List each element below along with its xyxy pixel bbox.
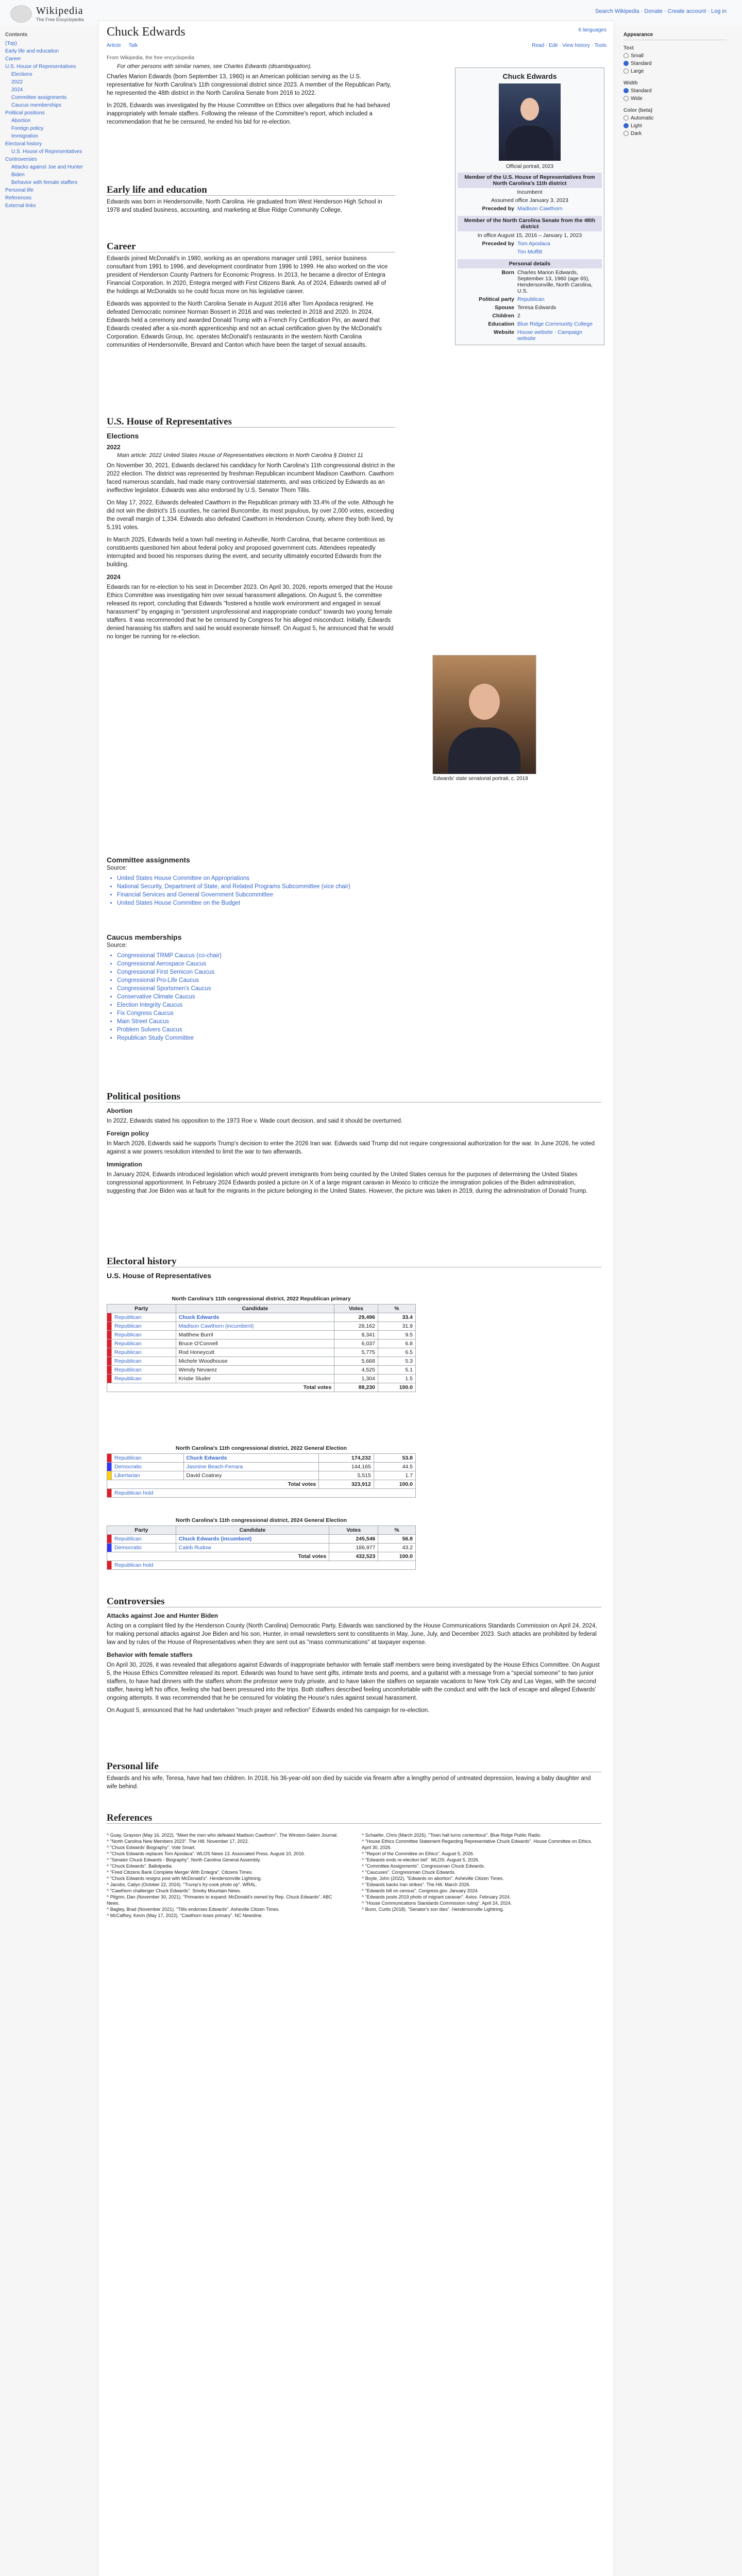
senate-portrait[interactable] [432,655,536,774]
radio-icon [623,131,629,136]
heading-electoral: Electoral history [107,1258,601,1267]
radio-selected-icon [623,61,629,66]
width-label: Width [623,80,638,86]
appearance-title: Appearance [623,31,727,40]
infobox-row: Education Blue Ridge Community College [488,321,593,327]
preceded-2-link[interactable]: Tom Apodaca [517,241,550,247]
color-dark-option[interactable]: Dark [623,130,727,138]
committee-item[interactable]: • Financial Services and General Government Subcommittee [117,891,395,899]
text-size-small-option[interactable]: Small [623,52,727,60]
radio-icon [623,53,629,58]
table-hold-row: Republican hold [107,1489,416,1498]
infobox-title: Chuck Edwards [502,72,557,80]
table-header-row: Party Candidate Votes % [107,1526,416,1535]
heading-2024: 2024 [107,573,121,581]
section-career [107,243,395,353]
heading-early-life: Early life and education [107,186,395,196]
table-row: Republican Wendy Nevarez 4,525 5.1 [107,1366,416,1375]
toc-item[interactable]: Electoral history [5,141,42,147]
section-personal [107,1762,601,1795]
behavior-text: On April 30, 2026, it was revealed that allegations against Edwards of inappropriate behavior with female staff members were being investigated by the House Ethics Committee. On August 5, the House Ethics Committee released its report. Edwards was found to have sent gifts, intimate texts and poems, and a guitarist with a message from a "special someone" to two junior staffers, to have had dinners with the staffers whom the professor were truly private, and to have taken the staffers on separate vacations to New York City and Las Vegas, with the second staffer, having left his office, feeling she had been pressured into the trips. Both staffers described feeling uncomfortable with the conduct and with the lack of escape and alleged Edwards' ongoing attempts. It was recommended that he be censured for violating the House's rules against sexual harassment. [107,1662,600,1701]
radio-icon [623,96,629,101]
section-positions [107,1093,601,1199]
general-2024-table [107,1515,416,1570]
heading-career: Career [107,243,395,252]
caucus-item[interactable]: • Congressional Aerospace Caucus [117,960,395,968]
caucus-item[interactable]: • Congressional First Semicon Caucus [117,968,395,976]
page-title: Chuck Edwards [107,25,185,39]
reference-list [107,1832,601,1919]
elections-paragraph: Edwards ran for re-election to his seat in December 2023. On April 30, 2026, reports emerged that the House Ethics Committee was investigating him over sexual harassment allegations. On August 5, the committee released its report, concluding that Edwards "fostered a hostile work environment and engaged in sexual harassment" by engaging in "persistent unprofessional and inappropriate conduct" towards two young female staffers. It was recommended that he be censured by Congress for his alleged misconduct. Initially, Edwards denied harassing his staffers and said he would exonerate himself. On August 5, he announced that he would no longer be running for re-election. [107,584,394,640]
caucus-item[interactable]: • Main Street Caucus [117,1018,395,1026]
caucus-item[interactable]: • Fix Congress Caucus [117,1009,395,1018]
caucus-item[interactable]: • Congressional TRMP Caucus (co-chair) [117,952,395,960]
committees-source: Source: [107,865,127,871]
caucus-item[interactable]: • Conservative Climate Caucus [117,993,395,1001]
assumed-office: Assumed office January 3, 2023 [491,197,568,204]
portrait-face [520,98,539,121]
reference-item[interactable]: ^ "House Ethics Committee Statement Regarding Representative Chuck Edwards". House Committee on Ethics. April 30, 2026. [362,1839,593,1850]
toc-item[interactable]: U.S. House of Representatives [11,149,82,155]
heading-elections: Elections [107,432,139,440]
reference-item[interactable]: ^ Bunn, Curtis (2018). "Senator's son dies". Hendersonville Lightning. [362,1907,504,1912]
languages-button[interactable]: 6 languages [578,27,606,33]
from-wikipedia: From Wikipedia, the free encyclopedia [107,55,195,61]
reference-item[interactable]: ^ "Chuck Edwards replaces Tom Apodaca". WLOS News 13. Associated Press. August 10, 2016. [107,1851,306,1856]
toc-item[interactable]: Attacks against Joe and Hunter Biden [11,164,83,178]
heading-immigration: Immigration [107,1161,142,1168]
toc-item[interactable]: Committee assignments [11,95,67,100]
tools-menu[interactable]: Tools [594,43,606,48]
early-life-text: Edwards was born in Hendersonville, North Carolina. He graduated from West Henderson High School in 1978 and studied business, accounting, and marketing at Blue Ridge Community College. [107,199,382,213]
infobox-row: Website House website · Campaign website [493,329,583,342]
reference-item[interactable]: ^ "Edwards bill on census". Congress.gov. January 2024. [362,1888,479,1893]
toc-item[interactable]: Behavior with female staffers [11,180,78,185]
table-row: Republican Madison Cawthorn (incumbent) 28,162 31.9 [107,1322,416,1331]
committee-item[interactable]: • United States House Committee on Appropriations [117,874,395,883]
radio-selected-icon [623,88,629,93]
toc-item[interactable]: Foreign policy [11,126,44,131]
tab-read[interactable]: Read [532,43,545,48]
radio-icon [623,69,629,74]
section-house [107,418,395,645]
article-content [98,21,614,2576]
heading-attacks: Attacks against Joe and Hunter Biden [107,1612,218,1619]
primary-results-table [107,1294,416,1392]
toc-item[interactable]: Elections [11,72,32,77]
brand-tagline: The Free Encyclopedia [36,17,84,22]
table-row: Democratic Jasmine Beach-Ferrara 144,165 44.5 [107,1463,416,1471]
foreign-policy-text: In March 2026, Edwards said he supports Trump's decision to enter the 2026 Iran war. Edwards said Trump did not require congressional authorization for the war. In June 2026, he voted against a war powers resolution intended to limit the war to two afterwards. [107,1141,595,1155]
reference-item[interactable]: ^ "Chuck Edwards' Biography". Vote Smart. [107,1845,196,1850]
intro-paragraph: In 2026, Edwards was investigated by the House Committee on Ethics over allegations that he had behaved inappropriately with female staffers. Following the release of the Committee's report, which included a recommendation that he be censured, he ended his bid for re-election. [107,103,390,125]
reference-item[interactable]: ^ Bagley, Brad (November 2021). "Tillis endorses Edwards". Asheville Citizen Times. [107,1907,280,1912]
infobox-office[interactable]: Member of the U.S. House of Representatives from North Carolina's 11th district [458,173,602,188]
reference-item[interactable]: ^ Pilgrim, Dan (November 30, 2021). "Primaries to expand: McDonald's owned by Rep. Chuck Edwards". ABC News. [107,1894,332,1906]
heading-personal: Personal life [107,1762,601,1772]
table-row: Libertarian David Coatney 5,515 1.7 [107,1471,416,1480]
table-caption: North Carolina's 11th congressional district, 2022 General Election [175,1445,347,1451]
caucus-item[interactable]: • Republican Study Committee [117,1034,395,1042]
toc-item[interactable]: 2022 [11,79,23,85]
heading-controversies: Controversies [107,1598,601,1607]
caucus-item[interactable]: • Problem Solvers Caucus [117,1026,395,1034]
section-references-heading [107,1814,601,1824]
succeeded-2-link[interactable]: Tim Moffitt [517,249,543,255]
section-controversies [107,1598,601,1719]
reference-item[interactable]: ^ Schaefer, Chris (March 2025). "Town hall turns contentious". Blue Ridge Public Radio. [362,1833,542,1838]
heading-house: U.S. House of Representatives [107,418,395,428]
reference-item[interactable]: ^ "Edwards ends re-election bid". WLOS. August 5, 2026. [362,1857,480,1862]
reference-item[interactable]: ^ "Chuck Edwards resigns post with McDonald's". Hendersonville Lightning. [107,1876,262,1881]
infobox [455,67,604,345]
table-caption: North Carolina's 11th congressional district, 2022 Republican primary [172,1296,351,1302]
section-electoral [107,1258,601,1280]
appearance-panel [623,31,727,138]
page-tabs [107,43,144,48]
tab-edit[interactable]: Edit [549,43,558,48]
reference-item[interactable]: ^ "Cawthorn challenger Chuck Edwards". Smoky Mountain News. [107,1888,241,1893]
preceded-row: Preceded by Madison Cawthorn [458,205,602,213]
reference-item[interactable]: ^ "Caucuses". Congressman Chuck Edwards. [362,1870,456,1875]
radio-icon [623,115,629,121]
toc-item[interactable]: 2024 [11,87,23,93]
table-row: Republican Bruce O'Connell 6,037 6.8 [107,1340,416,1348]
caucus-source: Source: [107,942,127,948]
heading-caucus: Caucus memberships [107,933,182,941]
table-total-row: Total votes 323,912 100.0 [107,1480,416,1489]
term-2: In office August 15, 2016 – January 1, 2023 [477,232,582,239]
portrait-suit [448,727,520,774]
table-row: Democratic Caleb Rudow 186,977 43.2 [107,1544,416,1552]
caucus-item[interactable]: • Congressional Sportsmen's Caucus [117,985,395,993]
infobox-row: Born Charles Marion Edwards, September 13, 1960 (age 65), Hendersonville, North Carolina, U.S. [501,269,593,294]
intro-paragraph: Charles Marion Edwards (born September 13, 1960) is an American politician serving as the U.S. representative for North Carolina's 11th congressional district since 2023. A member of the Republican Party, he represented the 48th district in the North Carolina Senate from 2016 to 2022. [107,74,392,96]
elections-paragraph: On May 17, 2022, Edwards defeated Cawthorn in the Republican primary with 33.4% of the vote. Although he did not win the district's 15 counties, he carried Buncombe, its most populous, by over 2,000 votes, exceeding the overall margin of 1,334. Edwards also defeated Cawthorn in Henderson County, where they both lived, by 5,191 votes. [107,500,394,531]
official-portrait[interactable] [499,83,561,161]
toc-item[interactable]: (Top) [5,41,17,46]
preceded-link[interactable]: Madison Cawthorn [517,206,563,212]
text-size-label: Text [623,45,634,51]
heading-2022: 2022 [107,444,121,451]
section-committees [107,856,395,911]
reference-item[interactable]: ^ "Edwards posts 2019 photo of migrant caravan". Axios. February 2024. [362,1894,511,1900]
toc-item[interactable]: Early life and education [5,48,59,54]
preceded-2-row: Preceded by Tom Apodaca [458,240,602,248]
toc-item[interactable]: External links [5,203,36,209]
infobox-row: Spouse Teresa Edwards [495,304,556,311]
incumbent-label: Incumbent [517,189,543,195]
heading-behavior: Behavior with female staffers [107,1651,193,1658]
committee-item[interactable]: • National Security, Department of State, and Related Programs Subcommittee (vice chair) [117,883,395,891]
reference-item[interactable]: ^ "Committee Assignments". Congressman Chuck Edwards. [362,1863,485,1869]
heading-positions: Political positions [107,1093,601,1103]
tab-history[interactable]: View history [562,43,590,48]
reference-item[interactable]: ^ Boyle, John (2022). "Edwards on abortion". Asheville Citizen Times. [362,1876,504,1881]
toc-item[interactable]: References [5,195,32,201]
infobox-office-2[interactable]: Member of the North Carolina Senate from the 48th district [458,216,602,231]
table-row: Republican Rod Honeycutt 5,775 6.5 [107,1348,416,1357]
table-row: Republican Chuck Edwards (incumbent) 245,546 56.8 [107,1535,416,1544]
tab-talk[interactable]: Talk [128,43,138,48]
table-header-row: Party Candidate Votes % [107,1304,416,1313]
brand-name[interactable]: Wikipedia [36,5,83,16]
toc-item[interactable]: Career [5,56,21,62]
width-wide-option[interactable]: Wide [623,95,727,103]
toc-item[interactable]: Caucus memberships [11,103,61,108]
table-row: Republican Michele Woodhouse 5,668 5.3 [107,1357,416,1366]
toc-item[interactable]: U.S. House of Representatives [5,64,76,70]
reference-item[interactable]: ^ "House Communications Standards Commission ruling". April 24, 2024. [362,1901,512,1906]
committee-item[interactable]: • United States House Committee on the Budget [117,899,395,907]
immigration-text: In January 2024, Edwards introduced legislation which would prevent immigrants from being counted by the United States census for the purposes of determining the United States congressional apportionment. In February 2024 Edwards posted a picture on X of a large migrant caravan in Mexico to criticize the immigration policies of the Biden administration, suggesting that Joe Biden was at fault for the migrants in the picture belonging in the United States. However, the picture was taken in 2019, during the administration of Donald Trump. [107,1172,588,1194]
reference-item[interactable]: ^ "Report of the Committee on Ethics". August 5, 2026. [362,1851,475,1856]
toc-title: Contents [5,32,28,38]
wikipedia-logo-icon[interactable] [10,5,32,23]
section-caucus [107,933,395,1046]
hatnote[interactable]: For other persons with similar names, see Charles Edwards (disambiguation). [117,63,312,70]
table-of-contents [5,31,93,210]
table-row: Republican Matthew Burril 8,341 9.5 [107,1331,416,1340]
hatnote-2022[interactable]: Main article: 2022 United States House of Representatives elections in North Carolina § District 11 [117,452,363,459]
heading-electoral-house: U.S. House of Representatives [107,1272,212,1280]
reference-item[interactable]: ^ McCaffrey, Kevin (May 17, 2022). "Cawthorn loses primary". NC Newsline. [107,1913,263,1918]
elections-paragraph: On November 30, 2021, Edwards declared his candidacy for North Carolina's 11th congressional district in the 2022 election. The district was represented by freshman Republican incumbent Madison Cawthorn. Cawthorn faced numerous scandals, had made many controversial statements, and was criticized by Edwards as an ineffective legislator. Edwards was also endorsed by U.S. Senator Thom Tillis. [107,463,395,494]
intro [107,54,395,130]
heading-committees: Committee assignments [107,856,190,864]
personal-details-band: Personal details [458,259,602,268]
color-label: Color (beta) [623,108,653,113]
toc-item[interactable]: Abortion [11,118,31,124]
senate-portrait-caption: Edwards' state senatorial portrait, c. 2019 [433,776,528,782]
width-standard-option[interactable]: Standard [623,87,727,95]
heading-references: References [107,1814,601,1824]
section-early-life [107,186,395,218]
personal-text: Edwards and his wife, Teresa, have had two children. In 2018, his 36-year-old son died by suicide via firearm after a lengthy period of untreated depression, leaving a baby daughter and wife behind. [107,1775,591,1790]
infobox-row: Political party Republican [479,296,545,302]
table-hold-row: Republican hold [107,1561,416,1570]
portrait-face [469,684,500,720]
table-row: Republican Kristie Sluder 1,304 1.5 [107,1375,416,1383]
career-paragraph: Edwards was appointed to the North Carolina Senate in August 2016 after Tom Apodaca resigned. He defeated Democratic nominee Norman Bossert in 2016 and was reelected in 2018 and 2020. In 2024, Edwards held a ceremony and awarded Donald Trump with a French Fry Certification Pin, an award that Edwards created after a six-month apprenticeship and not an actual certification given by the McDonald's Corporation. Edwards Group, Inc. operates McDonald's restaurants in the western North Carolina communities of Hendersonville, Brevard and Canton which have been the target of sexual assaults. [107,301,382,348]
table-caption: North Carolina's 11th congressional district, 2024 General Election [175,1517,347,1523]
table-total-row: Total votes 88,230 100.0 [107,1383,416,1392]
attacks-text: Acting on a complaint filed by the Henderson County (North Carolina) Democratic Party, Edwards was sanctioned by the House Communications Standards Commission on April 24, 2024, for making personal attacks against Joe Biden and his son, Hunter, in email newsletters sent to constituents in May, June, July, and December 2023. Such attacks are prohibited by federal law and by rules of the House of Representatives when they are sent out as "mass communications" at taxpayer expense. [107,1623,597,1646]
toc-item[interactable]: Controversies [5,157,37,162]
portrait-caption: Official portrait, 2023 [505,164,554,170]
general-2022-table [107,1443,416,1498]
portrait-suit [506,126,553,161]
table-row: Republican Chuck Edwards 174,232 53.8 [107,1454,416,1463]
infobox-row: Children 2 [492,313,520,319]
reference-item[interactable]: ^ "Senator Chuck Edwards - Biography". North Carolina General Assembly. [107,1857,261,1862]
reference-item[interactable]: ^ "Fired Citizens Bank Complete Merger With Entegra". Citizens Times. [107,1870,253,1875]
reference-item[interactable]: ^ "Edwards backs Iran strikes". The Hill. March 2026. [362,1882,471,1887]
abortion-text: In 2022, Edwards stated his opposition to the 1973 Roe v. Wade court decision, and said it should be overturned. [107,1118,403,1124]
toc-item[interactable]: Political positions [5,110,45,116]
radio-selected-icon [623,123,629,128]
reference-item[interactable]: ^ Jacobs, Cailyn (October 22, 2024). "Trump's fry-cook photo op". WRAL. [107,1882,258,1887]
table-total-row: Total votes 432,523 100.0 [107,1552,416,1561]
page-tools: Read · Edit · View history · Tools [532,43,606,48]
color-automatic-option[interactable]: Automatic [623,114,727,122]
reference-item[interactable]: ^ Guay, Grayson (May 16, 2022). "Meet the men who defeated Madison Cawthorn". The Winston-Salem Journal. [107,1833,338,1838]
reference-item[interactable]: ^ "Chuck Edwards". Ballotpedia. [107,1863,173,1869]
caucus-item[interactable]: • Congressional Pro-Life Caucus [117,976,395,985]
toc-item[interactable]: Personal life [5,188,34,193]
elections-paragraph: In March 2025, Edwards held a town hall meeting in Asheville, North Carolina, that became contentious as constituents questioned him about federal policy and proposed government cuts. Attendees repeatedly interrupted and booed his responses during the event, and security ultimately escorted Edwards from the building. [107,537,385,568]
heading-abortion: Abortion [107,1107,132,1114]
user-links[interactable]: Search Wikipedia · Donate · Create account · Log in [595,8,727,14]
text-size-large-option[interactable]: Large [623,67,727,75]
tab-article[interactable]: Article [107,43,121,48]
heading-foreign-policy: Foreign policy [107,1130,149,1137]
table-row: Republican Chuck Edwards 29,496 33.4 [107,1313,416,1322]
caucus-item[interactable]: • Election Integrity Caucus [117,1001,395,1009]
color-light-option[interactable]: Light [623,122,727,130]
behavior-text-2: On August 5, announced that he had undertaken "much prayer and reflection" Edwards ended his campaign for re-election. [107,1707,430,1714]
text-size-standard-option[interactable]: Standard [623,60,727,67]
career-paragraph: Edwards joined McDonald's in 1980, working as an operations manager until 1991, senior business consultant from 1991 to 1996, and development coordinator from 1996 to 1999. He also worked on the vice president of Henderson County Partners for Economic Progress. In 2013, he became a director of Entegra Financial Corporation. In 2020, Entegra merged with First Citizens Bank. As of 2024, Edwards owned all of the holdings at McDonalds so he could focus more on his legislative career. [107,256,388,295]
toc-item[interactable]: Immigration [11,133,39,139]
reference-item[interactable]: ^ "North Carolina New Members 2023". The Hill. November 17, 2022. [107,1839,249,1844]
